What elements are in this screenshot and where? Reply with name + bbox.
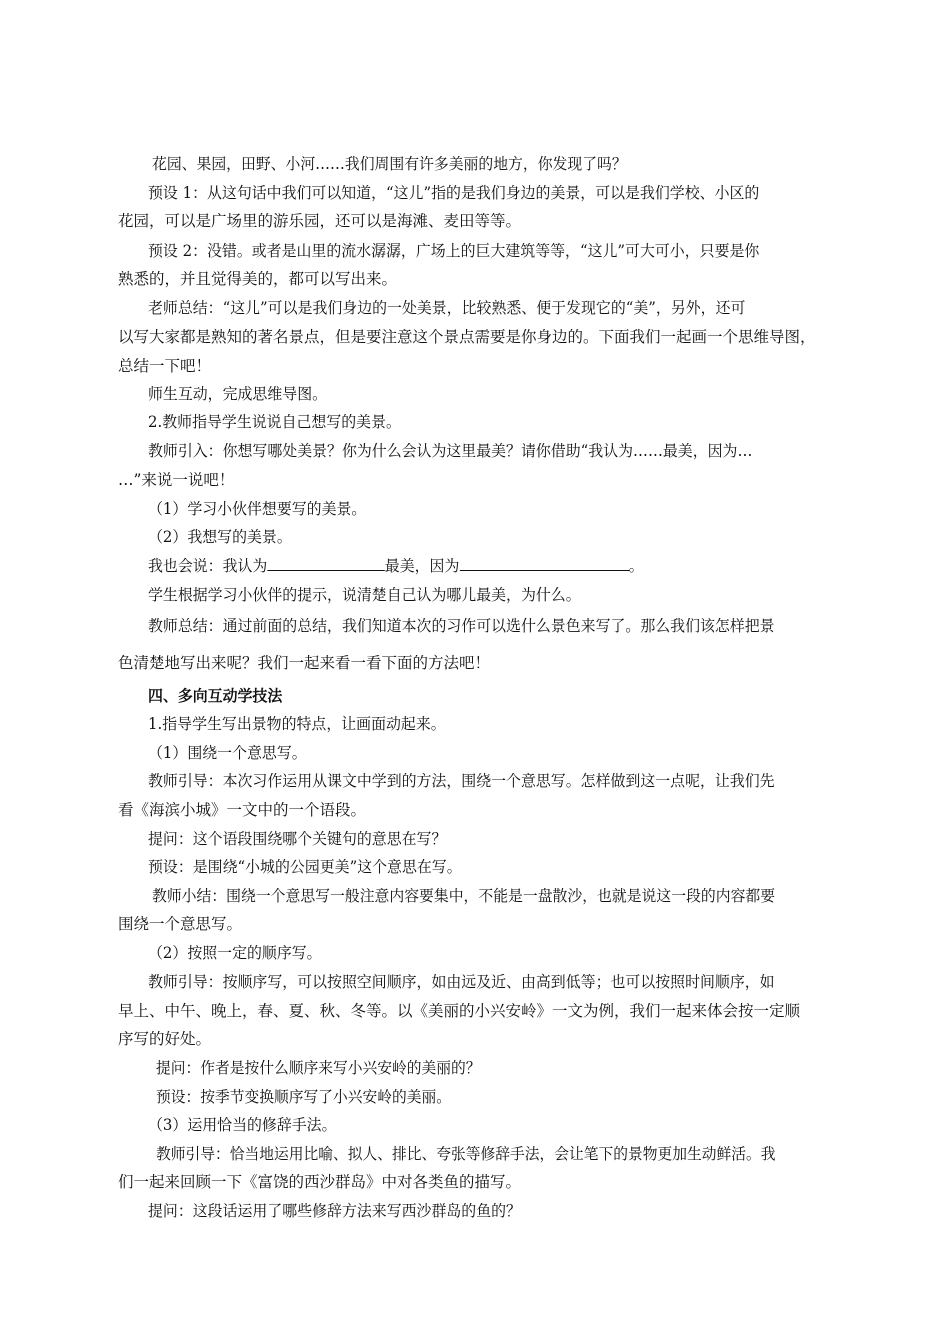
paragraph-line: 们一起来回顾一下《富饶的西沙群岛》中对各类鱼的描写。 xyxy=(118,1173,522,1191)
fill-in-middle: 最美，因为 xyxy=(384,557,460,575)
paragraph-line: 教师小结：围绕一个意思写一般注意内容要集中，不能是一盘散沙，也就是说这一段的内容都要 xyxy=(152,887,776,905)
paragraph-line: 围绕一个意思写。 xyxy=(118,915,243,933)
paragraph-line: 教师引导：恰当地运用比喻、拟人、排比、夸张等修辞手法，会让笔下的景物更加生动鲜活。我 xyxy=(156,1145,776,1163)
blank-1[interactable] xyxy=(267,554,384,571)
paragraph-line: …”来说一说吧！ xyxy=(118,471,235,489)
paragraph-line: 序写的好处。 xyxy=(118,1030,212,1048)
paragraph-line: 预设：是围绕“小城的公园更美”这个意思在写。 xyxy=(148,858,462,876)
paragraph-line: 色清楚地写出来呢？我们一起来看一看下面的方法吧！ xyxy=(118,654,491,672)
paragraph-line: （1）围绕一个意思写。 xyxy=(148,744,307,762)
paragraph-line: 提问：这个语段围绕哪个关键句的意思在写？ xyxy=(148,830,447,848)
paragraph-line: 提问：这段话运用了哪些修辞方法来写西沙群岛的鱼的？ xyxy=(148,1202,521,1220)
paragraph-line: 师生互动，完成思维导图。 xyxy=(148,385,328,403)
paragraph-line: （3）运用恰当的修辞手法。 xyxy=(148,1116,337,1134)
section-heading: 四、多向互动学技法 xyxy=(148,686,283,705)
fill-in-prefix: 我也会说：我认为 xyxy=(148,557,268,575)
paragraph-line: 教师引导：按顺序写，可以按照空间顺序，如由远及近、由高到低等；也可以按照时间顺序，如 xyxy=(148,973,775,991)
paragraph-line: 早上、中午、晚上，春、夏、秋、冬等。以《美丽的小兴安岭》一文为例，我们一起来体会按一定顺 xyxy=(118,1002,801,1020)
paragraph-line: 以写大家都是熟知的著名景点，但是要注意这个景点需要是你身边的。下面我们一起画一个思维导图， xyxy=(118,328,816,346)
paragraph-line: （1）学习小伙伴想要写的美景。 xyxy=(148,500,367,518)
paragraph-line: 看《海滨小城》一文中的一个语段。 xyxy=(118,801,367,819)
paragraph-line: 提问：作者是按什么顺序来写小兴安岭的美丽的？ xyxy=(156,1059,481,1077)
paragraph-line: 1.指导学生写出景物的特点，让画面动起来。 xyxy=(148,715,446,733)
paragraph-line: 花园，可以是广场里的游乐园，还可以是海滩、麦田等等。 xyxy=(118,212,522,230)
paragraph-line: 学生根据学习小伙伴的提示，说清楚自己认为哪儿最美，为什么。 xyxy=(148,586,581,604)
paragraph-line: 教师引导：本次习作运用从课文中学到的方法，围绕一个意思写。怎样做到这一点呢，让我们先 xyxy=(148,772,775,790)
paragraph-line: 花园、果园，田野、小河……我们周围有许多美丽的地方，你发现了吗？ xyxy=(152,155,627,173)
paragraph-line: 教师总结：通过前面的总结，我们知道本次的习作可以选什么景色来写了。那么我们该怎样把景 xyxy=(148,617,775,635)
paragraph-line: 预设 2：没错。或者是山里的流水潺潺，广场上的巨大建筑等等，“这儿”可大可小，只要是你 xyxy=(148,242,760,260)
paragraph-line: 教师引入：你想写哪处美景？你为什么会认为这里最美？请你借助“我认为……最美，因为… xyxy=(148,442,753,460)
paragraph-line: （2）按照一定的顺序写。 xyxy=(148,944,322,962)
paragraph-line: 熟悉的，并且觉得美的，都可以写出来。 xyxy=(118,270,398,288)
fill-in-end: 。 xyxy=(628,557,644,575)
paragraph-line: 预设：按季节变换顺序写了小兴安岭的美丽。 xyxy=(156,1088,452,1106)
paragraph-line: （2）我想写的美景。 xyxy=(148,528,292,546)
fill-in-line xyxy=(148,552,866,580)
paragraph-line: 老师总结：“这儿”可以是我们身边的一处美景，比较熟悉、便于发现它的“美”，另外，还可 xyxy=(148,299,746,317)
paragraph-line: 总结一下吧！ xyxy=(118,357,212,375)
blank-2[interactable] xyxy=(459,554,628,571)
paragraph-line: 预设 1：从这句话中我们可以知道，“这儿”指的是我们身边的美景，可以是我们学校、小区的 xyxy=(148,184,760,202)
paragraph-line: 2.教师指导学生说说自己想写的美景。 xyxy=(148,413,401,431)
